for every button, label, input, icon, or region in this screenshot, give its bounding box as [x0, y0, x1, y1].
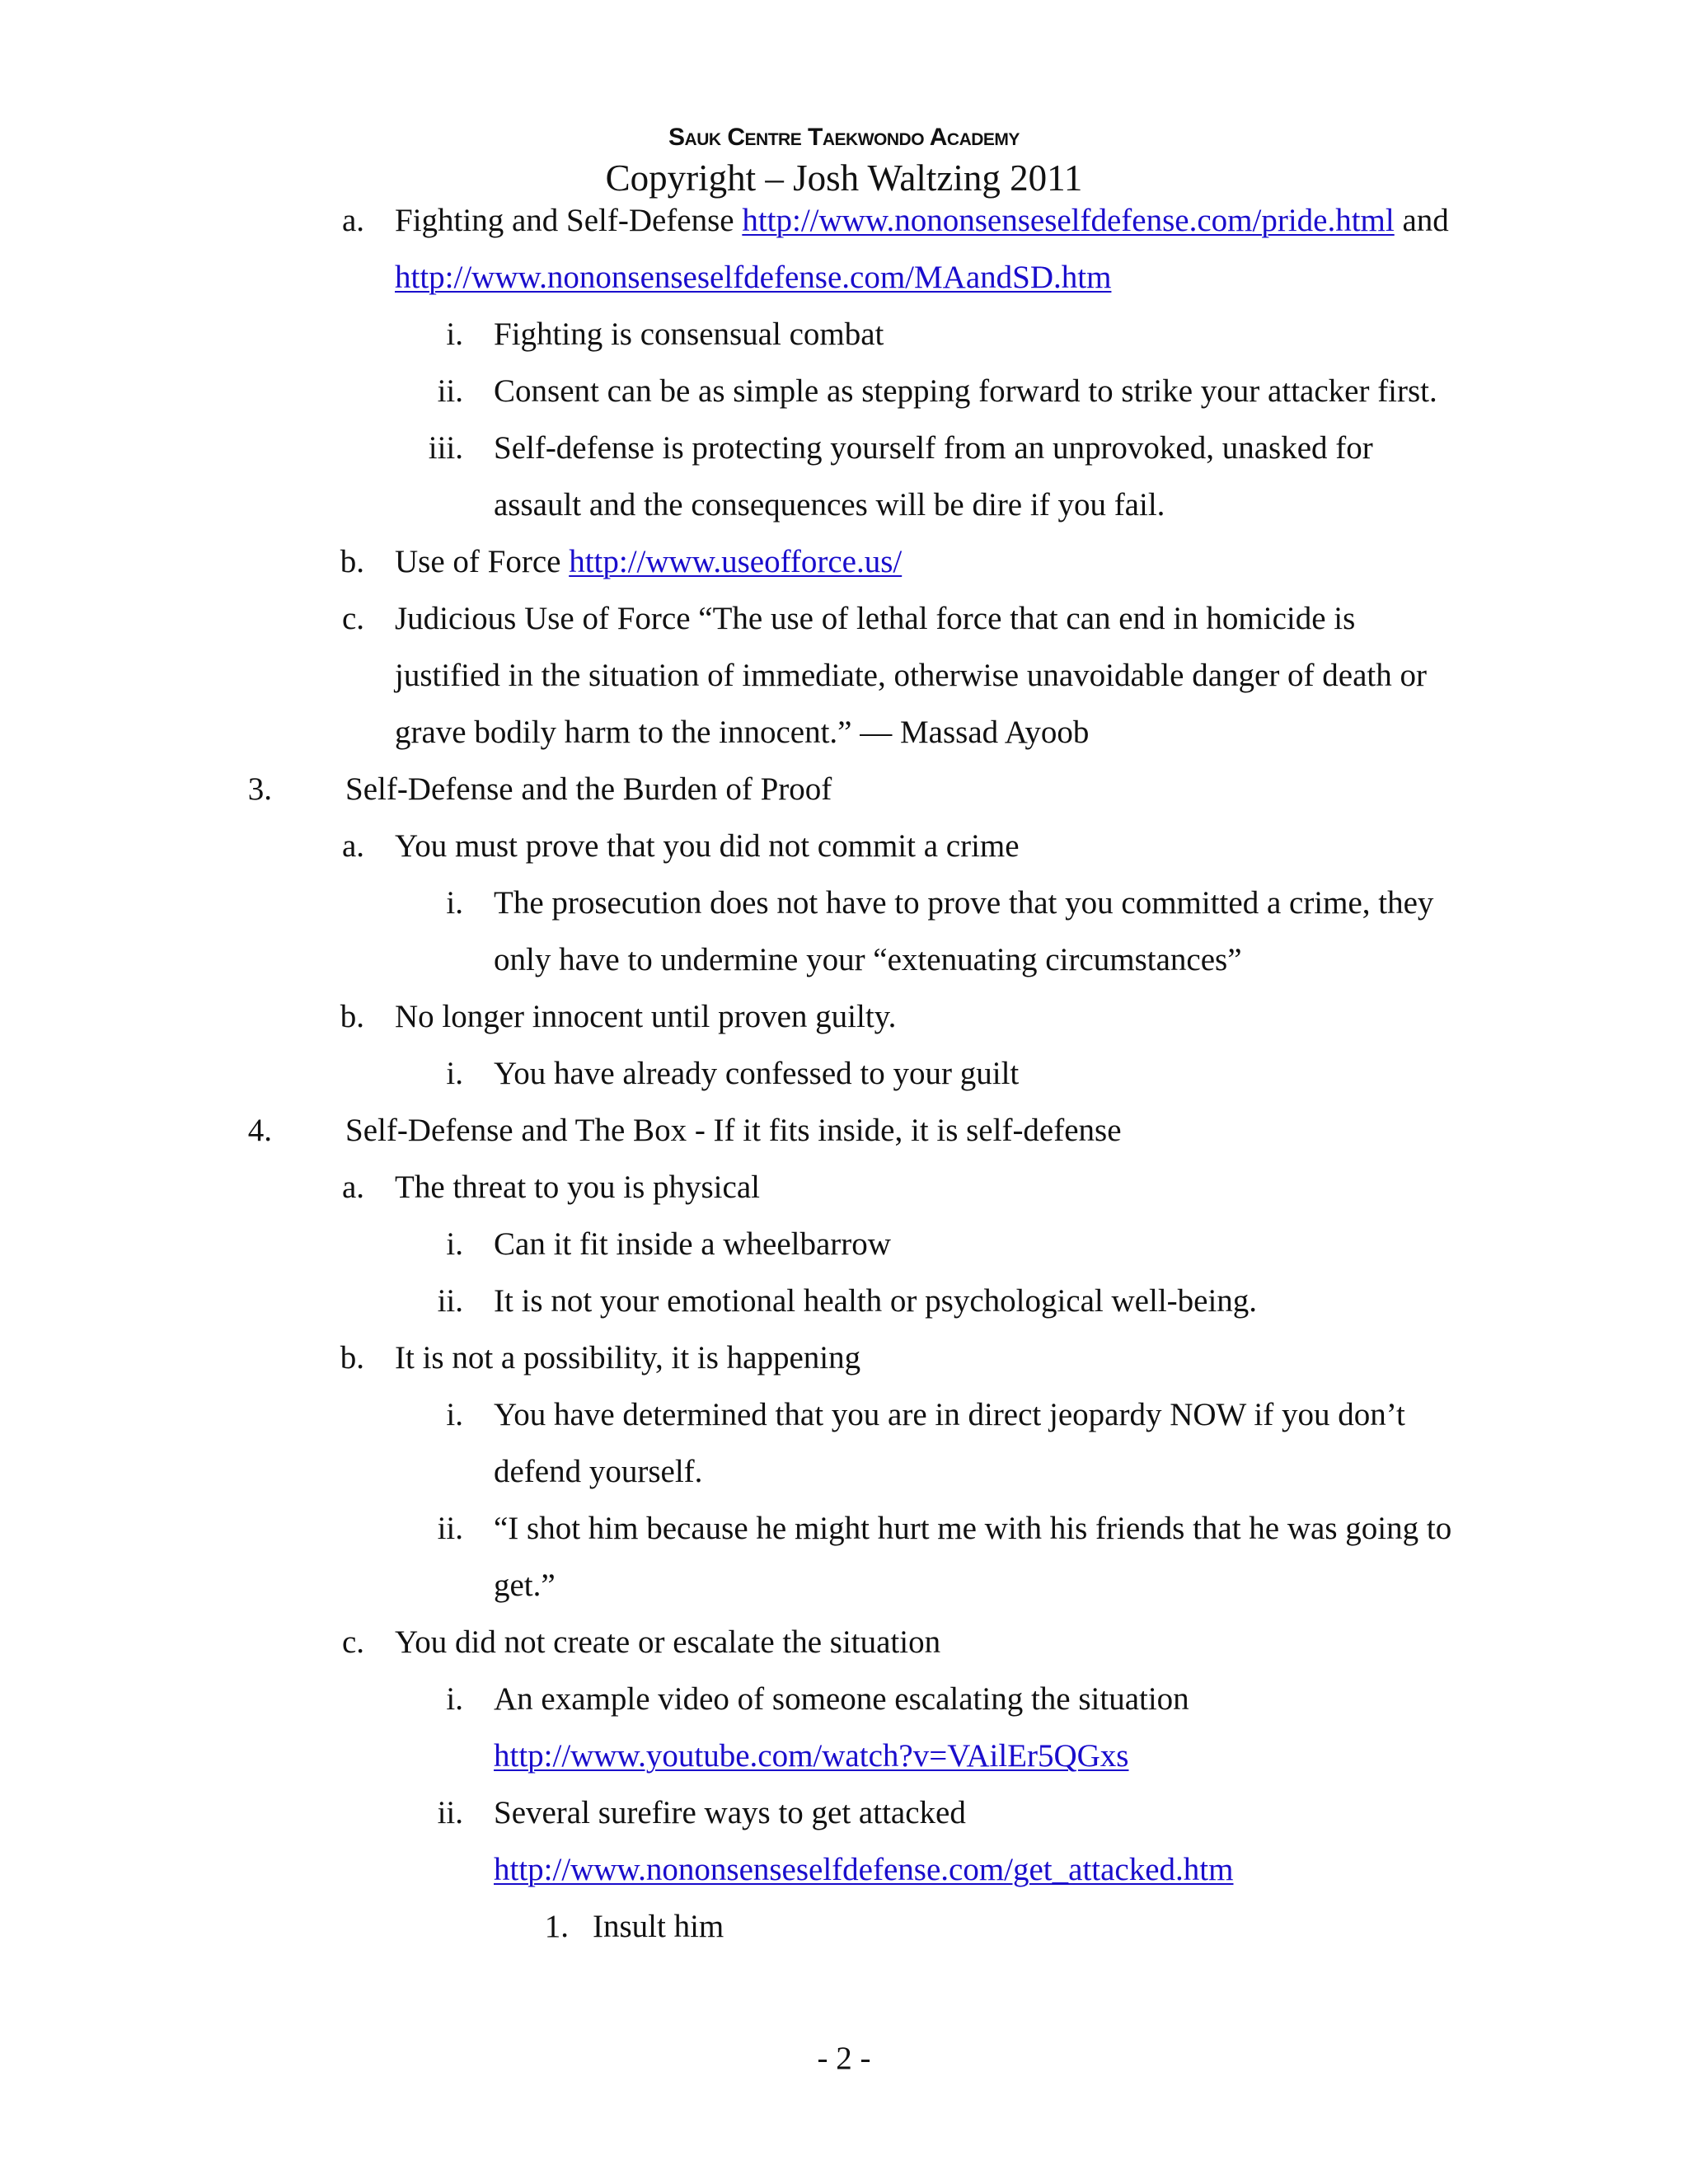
subitem-label: i.: [446, 1681, 463, 1717]
item-text: [395, 539, 902, 596]
subitem-label: ii.: [437, 1795, 463, 1830]
subitem-text: [494, 1847, 1233, 1904]
get-attacked-link[interactable]: http://www.nononsenseselfdefense.com/get_attacked.htm: [494, 1852, 1234, 1887]
copyright-line: Copyright – Josh Waltzing 2011: [605, 157, 1083, 199]
item-text: [395, 198, 1449, 255]
item-text: No longer innocent until proven guilty.: [395, 999, 897, 1034]
subitem-label: ii.: [437, 1283, 463, 1319]
subsubitem-label: 1.: [544, 1909, 569, 1944]
subitem-label: i.: [446, 885, 463, 921]
item-label: c.: [341, 1624, 364, 1660]
subitem-label: i.: [446, 316, 463, 352]
subitem-text: assault and the consequences will be dire if you fail.: [494, 487, 1165, 523]
maandsd-link[interactable]: http://www.nononsenseselfdefense.com/MAandSD.htm: [395, 260, 1112, 295]
section-title: Self-Defense and the Burden of Proof: [345, 771, 832, 807]
item-text: justified in the situation of immediate, otherwise unavoidable danger of death or: [395, 658, 1427, 693]
item-text: grave bodily harm to the innocent.” — Massad Ayoob: [395, 715, 1090, 750]
subitem-text: get.”: [494, 1568, 556, 1603]
subitem-text: You have already confessed to your guilt: [494, 1056, 1020, 1091]
subitem-text: Consent can be as simple as stepping forward to strike your attacker first.: [494, 373, 1437, 409]
item-text: [395, 255, 1111, 312]
subitem-text: “I shot him because he might hurt me with his friends that he was going to: [494, 1511, 1452, 1546]
youtube-link[interactable]: http://www.youtube.com/watch?v=VAilEr5QGxs: [494, 1738, 1129, 1774]
item-text: Judicious Use of Force “The use of lethal force that can end in homicide is: [395, 601, 1356, 636]
subitem-text: Fighting is consensual combat: [494, 316, 884, 352]
useofforce-link[interactable]: http://www.useofforce.us/: [569, 544, 903, 579]
item-label: a.: [341, 1169, 364, 1205]
subitem-text: An example video of someone escalating the situation: [494, 1681, 1189, 1717]
pride-link[interactable]: http://www.nononsenseselfdefense.com/pride.html: [742, 203, 1395, 238]
item-label: b.: [340, 1340, 364, 1376]
subitem-text: [494, 1733, 1128, 1790]
subitem-text: You have determined that you are in direct jeopardy NOW if you don’t: [494, 1397, 1405, 1432]
item-text: You must prove that you did not commit a crime: [395, 828, 1020, 864]
subitem-label: ii.: [437, 373, 463, 409]
subitem-text: It is not your emotional health or psychological well-being.: [494, 1283, 1258, 1319]
item-text: It is not a possibility, it is happening: [395, 1340, 861, 1376]
subitem-text: Self-defense is protecting yourself from an unprovoked, unasked for: [494, 430, 1373, 466]
item-text: The threat to you is physical: [395, 1169, 760, 1205]
subitem-text: The prosecution does not have to prove that you committed a crime, they: [494, 885, 1434, 921]
subitem-text: Several surefire ways to get attacked: [494, 1795, 966, 1830]
subitem-label: i.: [446, 1397, 463, 1432]
item-label: a.: [341, 828, 364, 864]
item-label: b.: [340, 999, 364, 1034]
subitem-label: iii.: [428, 430, 463, 466]
item-label: b.: [340, 544, 364, 579]
item-text-part: and: [1394, 203, 1449, 238]
subitem-label: ii.: [437, 1511, 463, 1546]
item-text: You did not create or escalate the situation: [395, 1624, 941, 1660]
section-title: Self-Defense and The Box - If it fits inside, it is self-defense: [345, 1113, 1122, 1148]
page-number: - 2 -: [817, 2041, 871, 2076]
section-label: 4.: [247, 1113, 272, 1148]
subitem-label: i.: [446, 1226, 463, 1262]
item-text-part: Use of Force: [395, 544, 570, 579]
subitem-label: i.: [446, 1056, 463, 1091]
subitem-text: defend yourself.: [494, 1454, 703, 1489]
academy-title: Sauk Centre Taekwondo Academy: [668, 124, 1020, 151]
subitem-text: only have to undermine your “extenuating circumstances”: [494, 942, 1242, 977]
item-text-part: Fighting and Self-Defense: [395, 203, 743, 238]
subsubitem-text: Insult him: [593, 1909, 724, 1944]
item-label: a.: [341, 203, 364, 238]
item-label: c.: [341, 601, 364, 636]
subitem-text: Can it fit inside a wheelbarrow: [494, 1226, 891, 1262]
section-label: 3.: [247, 771, 272, 807]
